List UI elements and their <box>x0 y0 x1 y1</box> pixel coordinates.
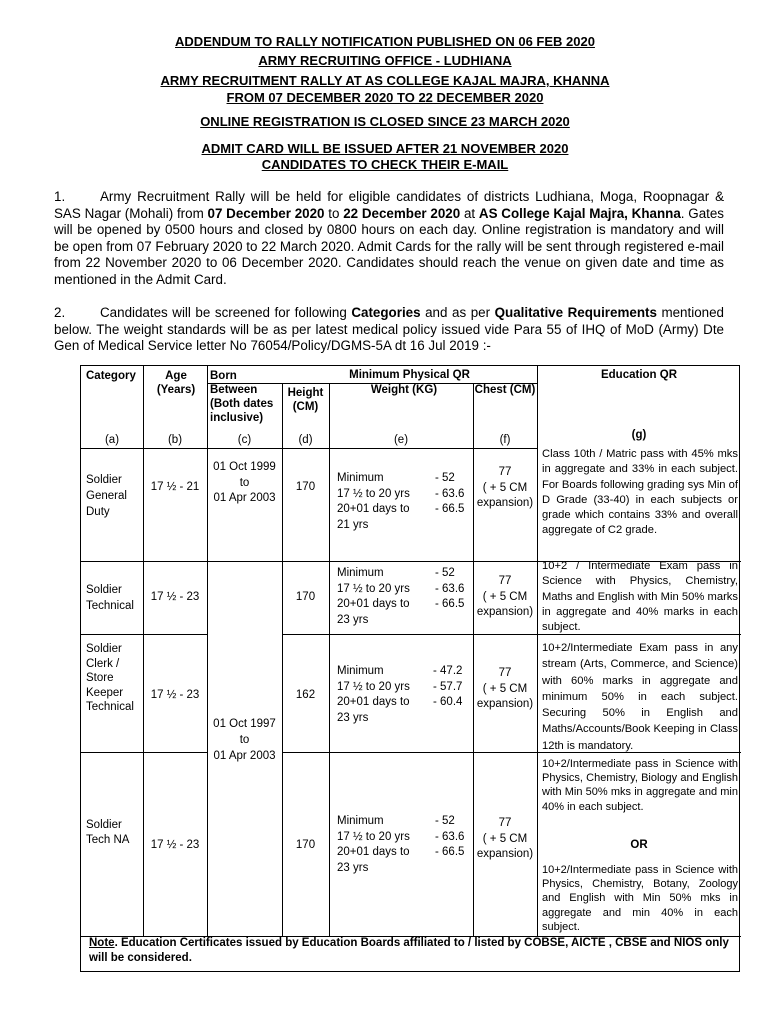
row-category: Soldier General Duty <box>86 474 127 518</box>
row-weight-labels <box>337 664 429 726</box>
weight-label: Minimum <box>337 472 384 484</box>
row-weight-labels <box>337 814 429 876</box>
row-education: Class 10th / Matric pass with 45% mks in aggregate and 33% in each subject. For Boards following grading sys Min of D Grade (33-40) in each subjects or grade which contains 33% and overall aggregate of C2 grade. <box>542 448 738 537</box>
row-weight-values <box>435 814 475 861</box>
header-line-2: ARMY RECRUITING OFFICE - LUDHIANA <box>258 53 512 68</box>
paragraph-number: 1. <box>54 189 66 204</box>
row-height: 162 <box>295 689 316 701</box>
note-label: Note <box>89 937 115 949</box>
row-education: 10+2/Intermediate Exam pass in any stream (Arts, Commerce, and Science) with 60% marks in aggregate and minimum 50% in each subject. Securing 50% in English and Maths/Accounts/Book Keeping in Class 12th is mandatory. <box>542 642 738 752</box>
row-education-or: OR <box>630 839 648 851</box>
grid-line <box>81 752 207 753</box>
weight-label: 20+01 days to <box>337 598 410 610</box>
col-label-d: (d) <box>298 434 313 446</box>
paragraph-1 <box>54 189 724 289</box>
row-weight-values <box>435 471 475 518</box>
para-text: to <box>324 205 344 221</box>
row-education: 10+2 / Intermediate Exam pass in Science with Physics, Chemistry, Maths and English with Min 50% marks in aggregate and 40% marks in each subject. <box>542 560 738 634</box>
weight-label: 17 ½ to 20 yrs <box>337 487 410 500</box>
chest-expansion: ( + 5 CM <box>482 481 528 494</box>
header-age: Age (Years) <box>156 370 196 396</box>
col-label-c: (c) <box>237 434 252 446</box>
weight-label: Minimum <box>337 815 384 827</box>
weight-label: 17 ½ to 20 yrs <box>337 680 410 693</box>
qualification-table <box>80 365 740 972</box>
row-category: Soldier Clerk / Store Keeper Technical <box>86 643 134 713</box>
chest-value: 77 <box>498 466 512 478</box>
row-weight-values <box>435 566 475 613</box>
grid-line <box>329 384 330 936</box>
header-line-6: ADMIT CARD WILL BE ISSUED AFTER 21 NOVEMBER 2020 <box>201 141 569 156</box>
chest-value: 77 <box>498 667 512 679</box>
row-weight-values <box>433 664 475 711</box>
born-until: 01 Apr 2003 <box>213 750 276 762</box>
weight-label: 23 yrs <box>337 613 369 626</box>
weight-value: - 57.7 <box>433 680 463 693</box>
chest-expansion: expansion) <box>476 497 534 509</box>
row-category: Soldier Technical <box>86 584 134 612</box>
weight-label: 20+01 days to <box>337 696 410 708</box>
para-text: Candidates will be screened for following <box>100 305 352 320</box>
weight-value: - 63.6 <box>435 487 465 500</box>
weight-label: 23 yrs <box>337 861 369 874</box>
col-label-g: (g) <box>631 429 647 441</box>
header-education: Education QR <box>600 369 678 381</box>
row-weight-labels <box>337 566 429 628</box>
header-height: Height (CM) <box>287 387 324 413</box>
born-from: 01 Oct 1999 <box>213 461 276 473</box>
chest-value: 77 <box>498 575 512 587</box>
grid-line <box>207 366 208 936</box>
weight-value: - 63.6 <box>435 582 465 595</box>
row-chest <box>473 465 537 512</box>
para-bold: 07 December 2020 <box>207 205 325 221</box>
row-age: 17 ½ - 23 <box>150 591 200 603</box>
para-text: at <box>460 205 479 221</box>
born-from: 01 Oct 1997 <box>213 718 276 730</box>
born-range-others <box>207 716 282 764</box>
header-born: Born Between (Both dates inclusive) <box>210 370 274 424</box>
weight-value: - 63.6 <box>435 830 465 843</box>
row-chest <box>473 666 537 713</box>
header-line-1: ADDENDUM TO RALLY NOTIFICATION PUBLISHED ON 06 FEB 2020 <box>175 34 595 49</box>
para-text: mentioned below. The weight standards will be as per latest medical policy issued vide Para 55 of IHQ of MoD (Army) Dte Gen of Medical Service letter No 76054/Policy/DGMS-5A dt 16 Jul 2019 :- <box>54 305 724 354</box>
weight-value: - 66.5 <box>435 503 465 515</box>
row-age: 17 ½ - 23 <box>150 839 200 851</box>
chest-expansion: ( + 5 CM <box>482 590 528 603</box>
header-chest: Chest (CM) <box>474 384 536 396</box>
born-until: 01 Apr 2003 <box>213 492 276 504</box>
row-age: 17 ½ - 21 <box>150 481 200 493</box>
col-label-e: (e) <box>393 434 409 446</box>
paragraph-number: 2. <box>54 305 66 320</box>
header-line-5: ONLINE REGISTRATION IS CLOSED SINCE 23 MARCH 2020 <box>200 114 570 129</box>
para-text: and as per <box>420 305 495 320</box>
row-education-option-a: 10+2/Intermediate pass in Science with Physics, Chemistry, Biology and English with Min 50% mks in aggregate and min 40% in each subject. <box>542 758 738 813</box>
grid-line <box>81 448 537 449</box>
weight-value: - 66.5 <box>435 846 465 858</box>
header-line-7: CANDIDATES TO CHECK THEIR E-MAIL <box>261 157 509 172</box>
col-label-b: (b) <box>167 434 183 446</box>
weight-value: - 52 <box>435 567 455 579</box>
chest-expansion: expansion) <box>476 606 534 618</box>
weight-label: 23 yrs <box>337 711 369 724</box>
chest-expansion: expansion) <box>476 698 534 710</box>
col-label-a: (a) <box>104 434 120 446</box>
header-min-physical: Minimum Physical QR <box>349 369 470 381</box>
header-category: Category <box>86 370 136 382</box>
row-height: 170 <box>295 591 316 603</box>
paragraph-2 <box>54 305 724 355</box>
row-education-option-b: 10+2/Intermediate pass in Science with Physics, Chemistry, Botany, Zoology and English with Min 50% mks in aggregate and min 40% in each subject. <box>542 864 738 933</box>
born-to: to <box>239 476 250 489</box>
chest-value: 77 <box>498 817 512 829</box>
para-bold: AS College Kajal Majra, Khanna <box>478 205 681 221</box>
weight-value: - 66.5 <box>435 598 465 610</box>
para-bold: Categories <box>351 305 421 320</box>
para-bold: 22 December 2020 <box>343 205 461 221</box>
table-note <box>89 936 729 966</box>
weight-label: 17 ½ to 20 yrs <box>337 830 410 843</box>
header-line-3: ARMY RECRUITMENT RALLY AT AS COLLEGE KAJAL MAJRA, KHANNA <box>160 73 610 88</box>
weight-value: - 52 <box>435 472 455 484</box>
row-weight-labels <box>337 471 429 533</box>
row-chest <box>473 816 537 863</box>
row-height: 170 <box>295 481 316 493</box>
para-text: . Gates will be opened by 0500 hours and closed by 0800 hours on each day. Online registration is mandatory and will be open from 07 February 2020 to 22 March 2020. Admit Cards for the rally will be sent through registered e-mail from 22 November 2020 to 06 December 2020. Candidates should reach the venue on given date and time as mentioned in the Admit Card. <box>54 205 724 287</box>
chest-expansion: ( + 5 CM <box>482 832 528 845</box>
weight-label: 17 ½ to 20 yrs <box>337 582 410 595</box>
weight-label: 21 yrs <box>337 518 369 531</box>
row-category: Soldier Tech NA <box>86 819 130 846</box>
header-weight: Weight (KG) <box>370 384 438 396</box>
weight-label: 20+01 days to <box>337 846 410 858</box>
chest-expansion: ( + 5 CM <box>482 682 528 695</box>
weight-label: 20+01 days to <box>337 503 410 515</box>
para-bold: Qualitative Requirements <box>494 305 657 320</box>
weight-label: Minimum <box>337 567 384 579</box>
grid-line <box>282 384 283 936</box>
row-height: 170 <box>295 839 316 851</box>
weight-label: Minimum <box>337 665 384 677</box>
row-age: 17 ½ - 23 <box>150 689 200 701</box>
header-line-4: FROM 07 DECEMBER 2020 TO 22 DECEMBER 2020 <box>226 90 544 105</box>
para-text: Army Recruitment Rally will be held for eligible candidates of districts Ludhiana, Moga, Roopnagar & SAS Nagar (Mohali) from <box>54 189 724 221</box>
chest-expansion: expansion) <box>476 848 534 860</box>
weight-value: - 52 <box>435 815 455 827</box>
grid-line <box>81 634 207 635</box>
born-range-gd <box>207 460 282 507</box>
row-chest <box>473 574 537 621</box>
born-to: to <box>239 734 250 746</box>
weight-value: - 60.4 <box>433 696 463 708</box>
weight-value: - 47.2 <box>433 665 463 677</box>
col-label-f: (f) <box>499 434 511 446</box>
note-text: . Education Certificates issued by Education Boards affiliated to / listed by COBSE, AICTE , CBSE and NIOS only will be considered. <box>89 937 729 964</box>
